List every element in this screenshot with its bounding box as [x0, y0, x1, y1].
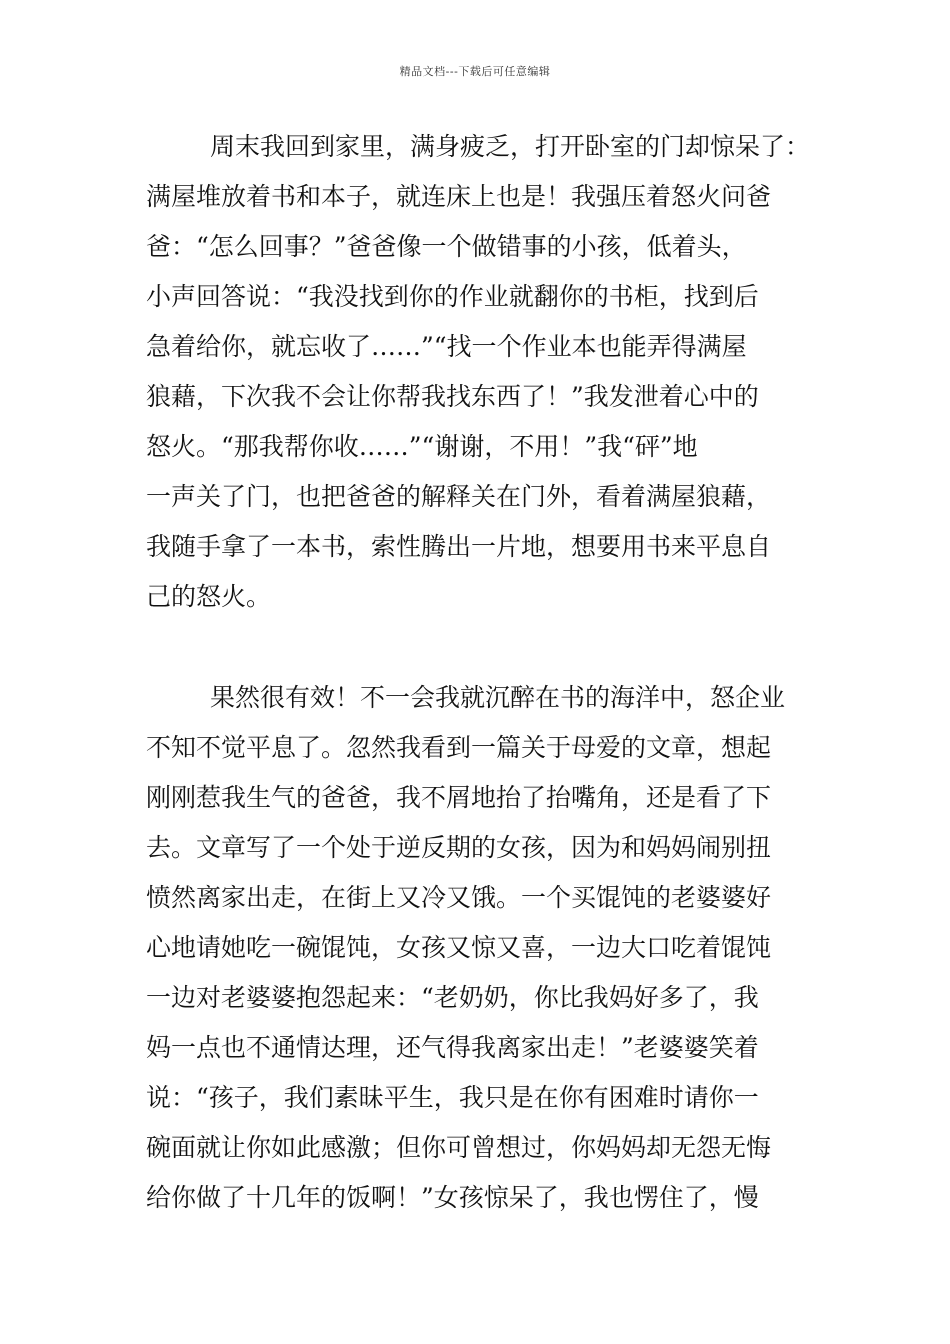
paragraph-line: 怒火。“那我帮你收……”“谢谢，不用！”我“砰”地 [146, 432, 698, 461]
page-header: 精品文档---下载后可任意编辑 [399, 65, 551, 78]
paragraph-line: 给你做了十几年的饭啊！”女孩惊呆了，我也愣住了，慢 [146, 1183, 759, 1212]
paragraph-line: 一声关了门，也把爸爸的解释关在门外，看着满屋狼藉， [146, 482, 772, 511]
paragraph-line: 我随手拿了一本书，索性腾出一片地，想要用书来平息自 [146, 532, 772, 561]
paragraph-line: 去。文章写了一个处于逆反期的女孩，因为和妈妈闹别扭 [146, 833, 772, 862]
paragraph-line: 爸：“怎么回事？”爸爸像一个做错事的小孩，低着头， [146, 232, 747, 261]
paragraph-line: 不知不觉平息了。忽然我看到一篇关于母爱的文章，想起 [146, 733, 772, 762]
paragraph-line: 愤然离家出走，在街上又冷又饿。一个买馄饨的老婆婆好 [146, 883, 772, 912]
paragraph-line: 心地请她吃一碗馄饨，女孩又惊又喜，一边大口吃着馄饨 [146, 933, 772, 962]
paragraph-line: 狼藉，下次我不会让你帮我找东西了！”我发泄着心中的 [146, 382, 759, 411]
paragraph-line: 一边对老婆婆抱怨起来：“老奶奶，你比我妈好多了，我 [146, 983, 759, 1012]
paragraph-line: 说：“孩子，我们素昧平生，我只是在你有困难时请你一 [146, 1083, 759, 1112]
paragraph-line: 周末我回到家里，满身疲乏，打开卧室的门却惊呆了： [210, 132, 811, 161]
paragraph-line: 己的怒火。 [146, 582, 272, 611]
paragraph-line: 碗面就让你如此感激；但你可曾想过，你妈妈却无怨无悔 [146, 1133, 772, 1162]
paragraph-line: 果然很有效！不一会我就沉醉在书的海洋中，怒企业 [210, 683, 786, 712]
paragraph-line: 刚刚惹我生气的爸爸，我不屑地抬了抬嘴角，还是看了下 [146, 783, 772, 812]
paragraph-line: 满屋堆放着书和本子，就连床上也是！我强压着怒火问爸 [146, 182, 772, 211]
paragraph-line: 急着给你，就忘收了……”“找一个作业本也能弄得满屋 [146, 332, 747, 361]
paragraph-1 [146, 122, 818, 622]
paragraph-line: 小声回答说：“我没找到你的作业就翻你的书柜，找到后 [146, 282, 759, 311]
paragraph-line: 妈一点也不通情达理，还气得我离家出走！”老婆婆笑着 [146, 1033, 759, 1062]
paragraph-2 [146, 673, 818, 1223]
